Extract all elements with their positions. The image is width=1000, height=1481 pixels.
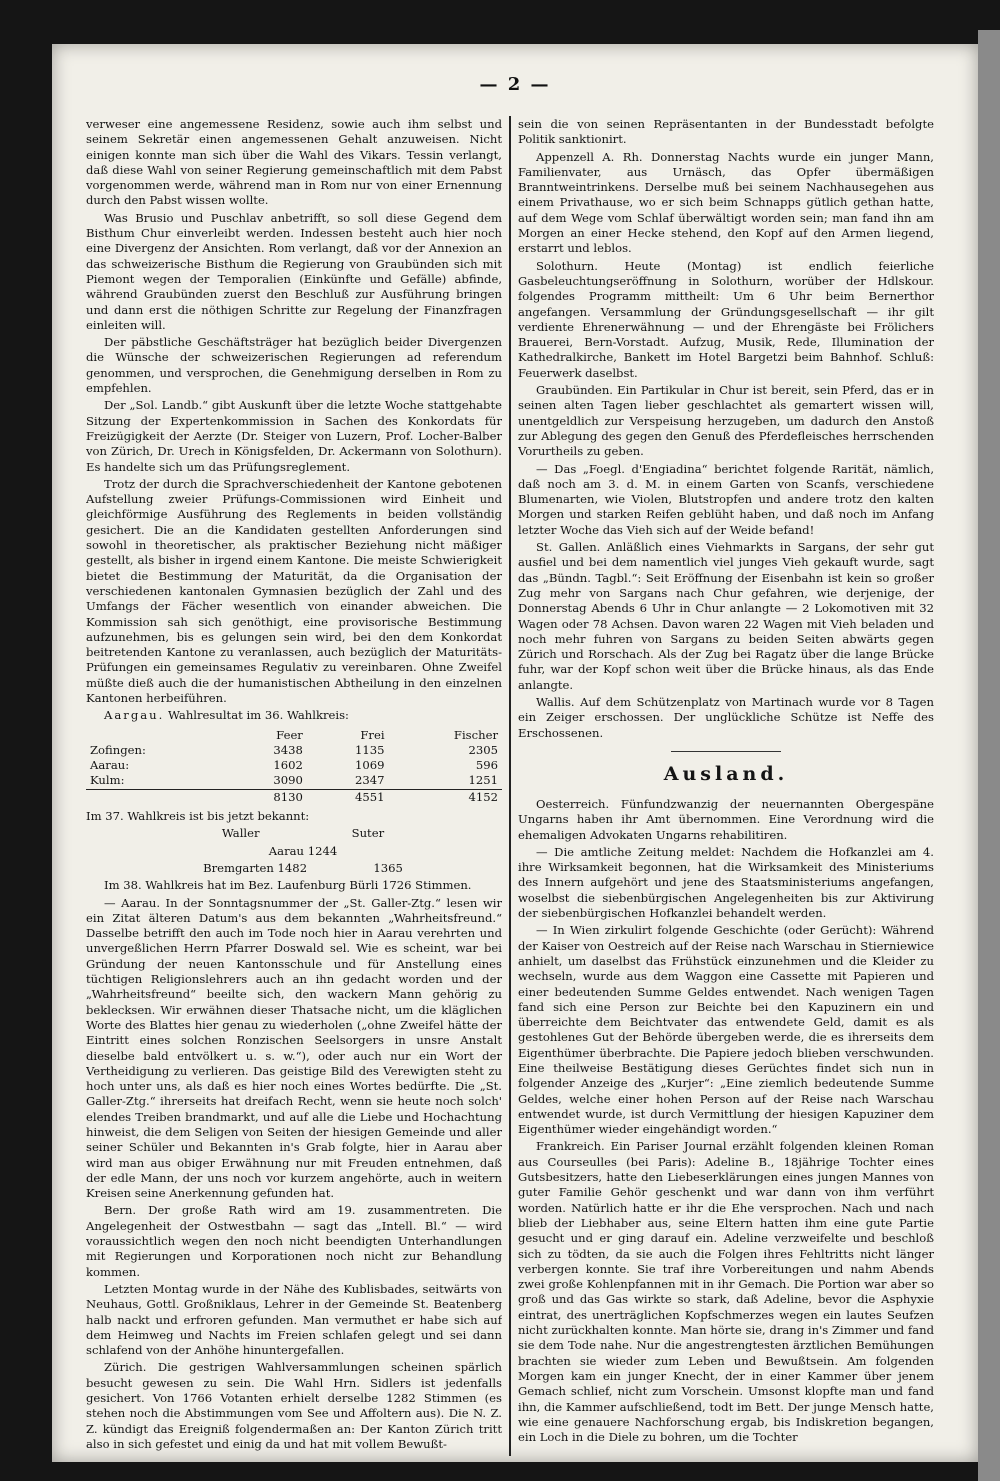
paragraph: St. Gallen. Anläßlich eines Viehmarkts in Sargans, der sehr gut ausfiel und bei dem namentlich viel junges Vieh gekauft wurde, sagt das „Bündn. Tagbl.“: Seit Eröffnung der Eisenbahn ist kein so großer Zug mehr von Sargans nach Chur gefahren, wie derjenige, der Donnerstag Abends 6 Uhr in Chur anlangte — 2 Lokomotiven mit 32 Wagen oder 78 Achsen. Davon waren 22 Wagen mit Vieh beladen und noch mehr fuhren von Sargans zu beiden Seiten abwärts gegen Zürich und Rorschach. Als der Zug bei Ragatz über die lange Brücke fuhr, war der Kopf schon weit über die Brücke hinaus, als das Ende anlangte. [518, 540, 934, 692]
left-column [86, 117, 502, 1452]
candidate-name: Frei [360, 727, 385, 742]
paragraph: — Das „Foegl. d'Engiadina“ berichtet folgende Rarität, nämlich, daß noch am 3. d. M. in einem Garten von Scanfs, verschiedene Blumenarten, wie Violen, Blutstropfen und andere trotz den kalten Morgen und starken Reifen geblüht haben, und daß noch im Anfang letzter Woche das Vieh sich auf der Weide befand! [518, 461, 934, 537]
paragraph: Im 38. Wahlkreis hat im Bez. Laufenburg Bürli 1726 Stimmen. [104, 878, 472, 893]
paragraph: Bern. Der große Rath wird am 19. zusammentreten. Die Angelegenheit der Ostwestbahn — sagt das „Intell. Bl.“ — wird voraussichtlich wegen den noch nicht beendigten Unterhandlungen mit Regierungen und Korporationen noch nicht zur Behandlung kommen. [86, 1203, 502, 1279]
paragraph: Appenzell A. Rh. Donnerstag Nachts wurde ein junger Mann, Familienvater, aus Urnäsch, das Opfer übermäßigen Branntweintrinkens. Derselbe muß bei seinem Nachhausegehen aus einem Privathause, wo er sich beim Schnapps gütlich gethan hatte, auf dem Wege vom Schlaf überwältigt worden sein; man fand ihn am Morgen an einer Hecke stehend, den Kopf auf den Armen liegend, erstarrt und leblos. [518, 149, 934, 256]
paragraph: Zürich. Die gestrigen Wahlversammlungen scheinen spärlich besucht gewesen zu sein. Die Wahl Hrn. Sidlers ist jedenfalls gesichert. Von 1766 Votanten erhielt derselbe 1282 Stimmen (es stehen noch die Abstimmungen vom See und Affoltern aus). Die N. Z. Z. kündigt das Ereigniß folgendermaßen an: Der Kanton Zürich tritt also in sich gefestet und einig da und hat mit vollem Bewußt- [86, 1360, 502, 1451]
district-result: Bremgarten 1482 1365 [203, 860, 403, 875]
paragraph: Trotz der durch die Sprachverschiedenheit der Kantone gebotenen Aufstellung zweier Prüfungs-Commissionen wird Einheit und gleichförmige Ausführung des Reglements in beiden vollständig gesichert. Die an die Kandidaten gestellten Anforderungen sind sowohl in theoretischer, als praktischer Beziehung nicht mäßiger gestellt, als bisher in irgend einem Kantone. Die meiste Schwierigkeit bietet die Bestimmung der Maturität, da die Organisation der verschiedenen kantonalen Gymnasien bezüglich der Zahl und des Umfangs der Fächer wesentlich von einander abweichen. Die Kommission sah sich genöthigt, eine provisorische Bestimmung aufzunehmen, bis es gelungen sein wird, bei den dem Konkordat beitretenden Kantone zu veranlassen, auch bezüglich der Maturitäts-Prüfungen ein gemeinsames Regulativ zu vereinbaren. Ohne Zweifel müßte dieß auch die der humanistischen Abtheilung in den einzelnen Kantonen herbeiführen. [86, 476, 502, 705]
paragraph: — Aarau. In der Sonntagsnummer der „St. Galler-Ztg.“ lesen wir ein Zitat älteren Datum's aus dem bekannten „Wahrheitsfreund.“ Dasselbe betrifft den auch im Tode noch hier in Aarau verehrten und unvergeßlichen Herrn Pfarrer Doswald sel. Wie es scheint, war bei Gründung der neuen Kantonsschule und für Anstellung eines tüchtigen Religionslehrers auch an ihn gedacht worden und der „Wahrheitsfreund“ beeilte sich, den wackern Mann gehörig zu beklecksen. Wir erwähnen dieser Thatsache nicht, um die kläglichen Worte des Blattes hier genau zu wiederholen („ohne Zweifel hätte der Eintritt eines solchen Ronzischen Seelsorgers in unsre Anstalt dieselbe bald entvölkert u. s. w.“), oder auch nur ein Wort der Vertheidigung zu verlieren. Das geistige Bild des Verewigten steht zu hoch unter uns, als daß es hier noch eines Wortes bedürfte. Die „St. Galler-Ztg.“ ihrerseits hat dreifach Recht, wenn sie heute noch solch' elendes Treiben brandmarkt, und auf alle die Liebe und Hochachtung hinweist, die dem Seligen von Seiten der hiesigen Gemeinde und aller seiner Schüler und Bekannten in's Grab folgte, hier in Aarau aber wird man aus obiger Erwähnung nur mit Freuden entnehmen, daß der edle Mann, der uns noch vor kurzem angehörte, auch in weitern Kreisen seine Anerkennung gefunden hat. [86, 895, 502, 1201]
candidate-name: Feer [276, 727, 303, 742]
paragraph: Im 37. Wahlkreis ist bis jetzt bekannt: [86, 809, 310, 824]
section-divider [671, 751, 781, 752]
section-title: Ausland. [663, 762, 789, 785]
newspaper-page [52, 44, 978, 1462]
page-edge [978, 30, 1000, 1481]
election-intro [86, 708, 502, 723]
paragraph: Was Brusio und Puschlav anbetrifft, so soll diese Gegend dem Bisthum Chur einverleibt werden. Indessen besteht auch hier noch eine Divergenz der Ansichten. Rom verlangt, daß vor der Annexion an das schweizerische Bisthum die Regierung von Graubünden sich mit Piemont wegen der Temporalien (Einkünfte und Gefälle) abfinde, während Graubünden zuerst den Beschluß zur Ausführung bringen und dann erst die nöthigen Schritte zur Regelung der Finanzfragen einleiten will. [86, 210, 502, 332]
paragraph: Letzten Montag wurde in der Nähe des Kublisbades, seitwärts von Neuhaus, Gottl. Großniklaus, Lehrer in der Gemeinde St. Beatenberg halb nackt und erfroren gefunden. Man vermuthet er habe sich auf dem Heimweg und Nachts im Freien schlafen gelegt und sei dann schlafend von der Anhöhe hinuntergefallen. [86, 1281, 502, 1358]
candidate-names: Waller Suter [221, 826, 385, 841]
paragraph: Frankreich. Ein Pariser Journal erzählt folgenden kleinen Roman aus Courseulles (bei Paris): Adeline B., 18jährige Tochter eines Gutsbesitzers, hatte den Liebeserklärungen eines jungen Mannes von guter Familie Gehör geschenkt und war dann von ihm verführt worden. Natürlich hatte er ihr die Ehe versprochen. Nach und nach blieb der Liebhaber aus, seine Eltern hatten ihm eine gute Partie gesucht und er ging darauf ein. Adeline verzweifelte und beschloß sich zu tödten, da sie auch die Folgen ihres Fehltritts nicht länger verbergen konnte. Sie traf ihre Vorbereitungen und nahm Abends zwei große Kohlenpfannen mit in ihr Gemach. Die Portion war aber so groß und das Gas wirkte so stark, daß Adeline, bevor die Asphyxie eintrat, des unerträglichen Kopfschmerzes wegen ein lautes Seufzen nicht zurückhalten konnte. Man hörte sie, drang in's Zimmer und fand sie dem Tode nahe. Nur die angestrengtesten ärztlichen Bemühungen brachten sie wieder zum Leben und Bewußtsein. Am folgenden Morgen kam ein junger Knecht, der in einer Kammer über jenem Gemach schlief, nicht zum Vorschein. Umsonst klopfte man und fand ihn, die Kammer aufschließend, todt im Bett. Der junge Mensch hatte, wie eine genauere Nachforschung ergab, bis Indiskretion begangen, ein Loch in die Diele zu bohren, um die Tochter [518, 1139, 934, 1445]
district-result: Aarau 1244 [268, 843, 338, 858]
vote-table-header [86, 728, 502, 743]
paragraph: Solothurn. Heute (Montag) ist endlich feierliche Gasbeleuchtungseröffnung in Solothurn, worüber der Hdlskour. folgendes Programm mittheilt: Um 6 Uhr beim Bernerthor angefangen. Versammlung der Gründungsgesellschaft — ihr gilt verdiente Ehrenerwähnung — und der Ehrengäste bei Frölichers Brauerei, Bern-Vorstadt. Aufzug, Musik, Rede, Illumination der Kathedralkirche, Bankett im Hotel Bargetzi beim Bahnhof. Schluß: Feuerwerk daselbst. [518, 258, 934, 380]
paragraph: — Die amtliche Zeitung meldet: Nachdem die Hofkanzlei am 4. ihre Wirksamkeit begonnen, hat die Wirksamkeit des Ministeriums des Innern aufgehört und jene des Staatsministeriums angefangen, woselbst die siebenbürgischen Angelegenheiten bis zur Aktivirung der siebenbürgischen Hofkanzlei behandelt werden. [518, 844, 934, 921]
candidate-name: Fischer [453, 727, 498, 742]
paragraph: verweser eine angemessene Residenz, sowie auch ihm selbst und seinem Sekretär einen angemessenen Gehalt anzuweisen. Nicht einigen konnte man sich über die Wahl des Vikars. Tessin verlangt, daß diese Wahl von seiner Regierung gemeinschaftlich mit dem Pabst vorgenommen werde, während man in Rom nur von einer Ernennung durch den Pabst wissen wollte. [86, 117, 502, 208]
vote-table [86, 728, 502, 805]
canton-label: Aargau. [104, 708, 165, 723]
page-number: — 2 — [479, 74, 551, 95]
table-row: Aarau: 1602 1069 596 [90, 758, 498, 773]
paragraph: Wallis. Auf dem Schützenplatz von Martinach wurde vor 8 Tagen ein Zeiger erschossen. Der unglückliche Schütze ist Neffe des Erschossenen. [518, 694, 934, 740]
paragraph: Der „Sol. Landb.“ gibt Auskunft über die letzte Woche stattgehabte Sitzung der Expertenkommission in Sachen des Konkordats für Freizügigkeit der Aerzte (Dr. Steiger von Luzern, Prof. Locher-Balber von Zürich, Dr. Urech in Königsfelden, Dr. Ackermann von Solothurn). Es handelte sich um das Prüfungsreglement. [86, 398, 502, 474]
vote-total-row: 8130 4551 4152 [86, 789, 502, 805]
election-intro-text: Wahlresultat im 36. Wahlkreis: [168, 708, 349, 723]
paragraph: Oesterreich. Fünfundzwanzig der neuernannten Obergespäne Ungarns haben ihr Amt übernommen. Eine Verordnung wird die ehemaligen Advokaten Ungarns rehabilitiren. [518, 796, 934, 842]
table-row: Kulm: 3090 2347 1251 [90, 773, 498, 788]
paragraph: Graubünden. Ein Partikular in Chur ist bereit, sein Pferd, das er in seinen alten Tagen lieber geschlachtet als gemartert wissen will, unentgeldlich zur Verspeisung herzugeben, um dadurch den Anstoß zur Ablegung des gegen den Genuß des Pferdefleisches herrschenden Vorurtheils zu geben. [518, 383, 934, 459]
paragraph: Der päbstliche Geschäftsträger hat bezüglich beider Divergenzen die Wünsche der schweizerischen Regierungen ad referendum genommen, und versprochen, die Genehmigung derselben in Rom zu empfehlen. [86, 335, 502, 396]
table-row: Zofingen: 3438 1135 2305 [90, 742, 498, 757]
column-rule [509, 116, 511, 1456]
paragraph: sein die von seinen Repräsentanten in der Bundesstadt befolgte Politik sanktionirt. [518, 117, 934, 147]
right-column [518, 117, 934, 1452]
paragraph: — In Wien zirkulirt folgende Geschichte (oder Gerücht): Während der Kaiser von Oestreich auf der Reise nach Warschau in Stierniewice anhielt, um daselbst das Frühstück einzunehmen und die Kleider zu wechseln, wurde aus dem Waggon eine Cassette mit Papieren und einer bedeutenden Summe Geldes entwendet. Nach wenigen Tagen fand sich eine Person zur Beichte bei den Kapuzinern ein und überreichte dem Beichtvater das entwendete Geld, damit es als gestohlenes Gut der Behörde übergeben werde, die es ihrerseits dem Eigenthümer überbrachte. Die Papiere jedoch blieben verschwunden. Eine theilweise Bestätigung dieses Gerüchtes findet sich nun in folgender Anzeige des „Kurjer“: „Eine ziemlich bedeutende Summe Geldes, welche einer hohen Person auf der Reise nach Warschau entwendet wurde, ist durch Vermittlung der hiesigen Kapuziner dem Eigenthümer wieder eingehändigt worden.“ [518, 923, 934, 1137]
